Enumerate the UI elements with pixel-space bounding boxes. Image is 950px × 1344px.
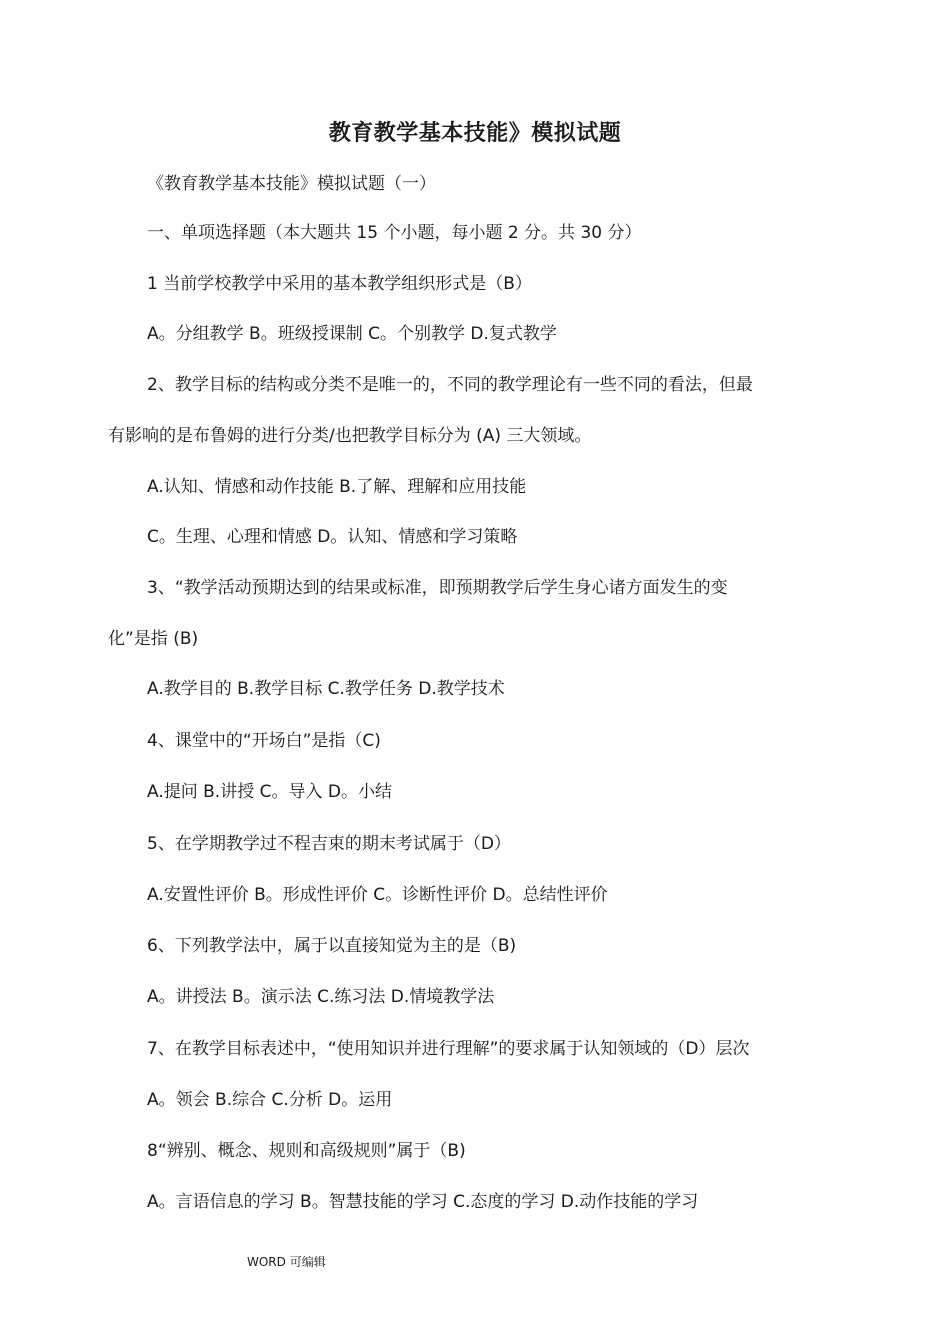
- page-footer: WORD 可编辑: [247, 1255, 326, 1269]
- section-heading: 一、单项选择题（本大题共 15 个小题，每小题 2 分。共 30 分）: [147, 223, 642, 243]
- question-2: 2、教学目标的结构或分类不是唯一的，不同的教学理论有一些不同的看法，但最: [147, 375, 753, 395]
- question-2-continued: 有影响的是布鲁姆的进行分类/也把教学目标分为 (A) 三大领域。: [108, 426, 592, 446]
- question-1: 1 当前学校教学中采用的基本教学组织形式是（B）: [147, 274, 532, 294]
- question-2-options-a: A.认知、情感和动作技能 B.了解、理解和应用技能: [147, 477, 527, 497]
- question-6: 6、下列教学法中，属于以直接知觉为主的是（B): [147, 936, 517, 956]
- question-3-continued: 化”是指 (B): [108, 629, 199, 649]
- question-7-options: A。领会 B.综合 C.分析 D。运用: [147, 1090, 393, 1110]
- question-8: 8“辨别、概念、规则和高级规则”属于（B): [147, 1141, 466, 1161]
- document-title: 教育教学基本技能》模拟试题: [328, 121, 622, 146]
- question-2-options-b: C。生理、心理和情感 D。认知、情感和学习策略: [147, 527, 518, 547]
- question-4-options: A.提问 B.讲授 C。导入 D。小结: [147, 782, 392, 802]
- question-7: 7、在教学目标表述中，“使用知识并进行理解”的要求属于认知领域的（D）层次: [147, 1039, 750, 1059]
- exam-subtitle: 《教育教学基本技能》模拟试题（一）: [147, 174, 436, 194]
- question-3-options: A.教学目的 B.教学目标 C.教学任务 D.教学技术: [147, 679, 505, 699]
- question-4: 4、课堂中的“开场白”是指（C): [147, 731, 381, 751]
- question-8-options: A。言语信息的学习 B。智慧技能的学习 C.态度的学习 D.动作技能的学习: [147, 1192, 699, 1212]
- question-5: 5、在学期教学过不程吉束的期末考试属于（D）: [147, 834, 511, 854]
- question-1-options: A。分组教学 B。班级授课制 C。个别教学 D.复式教学: [147, 324, 557, 344]
- question-5-options: A.安置性评价 B。形成性评价 C。诊断性评价 D。总结性评价: [147, 885, 608, 905]
- question-3: 3、“教学活动预期达到的结果或标准，即预期教学后学生身心诸方面发生的变: [147, 578, 728, 598]
- question-6-options: A。讲授法 B。演示法 C.练习法 D.情境教学法: [147, 987, 495, 1007]
